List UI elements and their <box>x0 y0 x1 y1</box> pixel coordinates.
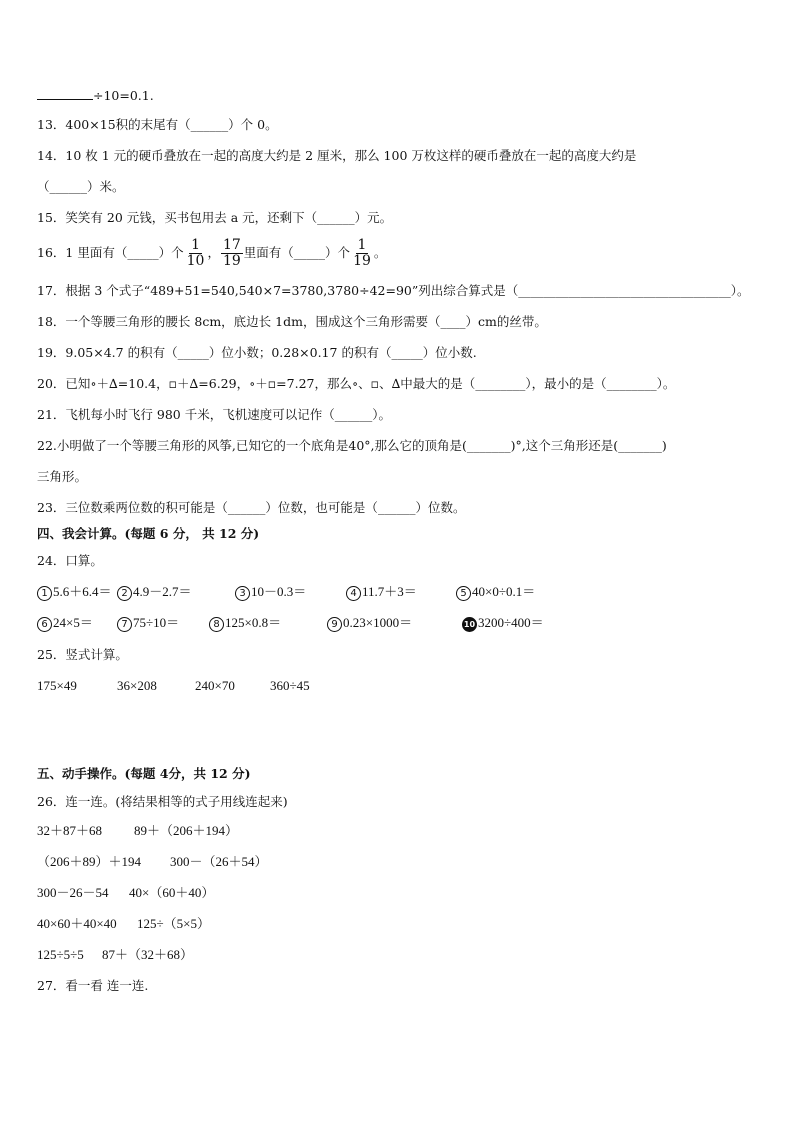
question-text: ）个 <box>158 245 184 260</box>
vertical-calc-row <box>37 678 310 694</box>
circled-number: 10 <box>462 617 477 632</box>
left-expression[interactable]: 300－26－54 <box>37 885 109 900</box>
question-20 <box>37 376 675 392</box>
question-title: 连一连。(将结果相等的式子用线连起来) <box>65 794 288 809</box>
circled-number: 4 <box>346 586 361 601</box>
expression: 40×0÷0.1＝ <box>472 584 536 599</box>
answer-blank[interactable]: _____ <box>177 345 209 360</box>
question-number: 18． <box>37 314 66 329</box>
question-text: ) <box>661 438 667 453</box>
mental-math-item <box>235 584 346 601</box>
answer-blank[interactable]: ______ <box>334 407 373 422</box>
question-text: 1 里面有（ <box>65 245 128 260</box>
matching-row <box>37 854 268 870</box>
question-text: 小明做了一个等腰三角形的风筝,已知它的一个底角是40°,那么它的顶角是( <box>56 438 467 453</box>
right-expression[interactable]: 125÷（5×5） <box>137 916 210 931</box>
question-27 <box>37 978 148 994</box>
q12-tail-text: ÷10=0.1. <box>93 88 154 103</box>
mental-math-item <box>37 584 117 601</box>
question-text: 10 枚 1 元的硬币叠放在一起的高度大约是 2 厘米，那么 100 万枚这样的硬币叠放在一起的高度大约是 <box>65 148 637 163</box>
answer-blank[interactable]: ____ <box>440 314 466 329</box>
question-text: ），最小的是（ <box>525 376 607 391</box>
mental-math-item <box>456 584 535 601</box>
left-expression[interactable]: （206＋89）＋194 <box>37 854 142 869</box>
question-number: 15． <box>37 210 66 225</box>
circled-number: 2 <box>117 586 132 601</box>
fraction-numerator: 1 <box>357 237 367 253</box>
question-13 <box>37 117 278 133</box>
question-text: 三位数乘两位数的积可能是（ <box>65 500 228 515</box>
question-text: ）位数，也可能是（ <box>265 500 378 515</box>
question-text: ）cm的丝带。 <box>465 314 547 329</box>
answer-blank[interactable]: ______ <box>190 117 229 132</box>
answer-blank[interactable]: __________________________________ <box>518 283 731 298</box>
matching-row <box>37 885 214 901</box>
fraction <box>185 238 207 269</box>
question-number: 21． <box>37 407 66 422</box>
answer-blank[interactable]: ________ <box>475 376 526 391</box>
matching-row <box>37 947 193 963</box>
question-text: 三角形。 <box>37 469 88 484</box>
matching-row <box>37 823 238 839</box>
answer-blank[interactable] <box>37 87 93 100</box>
fraction-numerator: 17 <box>222 237 241 253</box>
question-number: 14． <box>37 148 66 163</box>
question-number: 26． <box>37 794 66 809</box>
circled-number: 9 <box>327 617 342 632</box>
question-text: ）位数。 <box>415 500 466 515</box>
fraction-numerator: 1 <box>191 237 200 253</box>
question-24 <box>37 553 103 569</box>
expression: 0.23×1000＝ <box>343 615 413 630</box>
question-15 <box>37 210 392 226</box>
question-text: ， <box>207 245 220 260</box>
question-22-line2 <box>37 469 87 485</box>
question-text: ）米。 <box>87 179 125 194</box>
mental-math-item <box>209 615 327 632</box>
expression: 10－0.3＝ <box>251 584 307 599</box>
matching-row <box>37 916 210 932</box>
question-text: 笑笑有 20 元钱，买书包用去 a 元，还剩下（ <box>65 210 318 225</box>
question-22 <box>37 438 667 454</box>
mental-math-item <box>117 615 209 632</box>
question-17 <box>37 283 750 299</box>
right-expression[interactable]: 87＋（32＋68） <box>102 947 194 962</box>
question-text: ）个 0。 <box>228 117 278 132</box>
answer-blank[interactable]: _______ <box>618 438 662 453</box>
question-23 <box>37 500 465 516</box>
mental-math-item <box>117 584 235 601</box>
mental-math-item <box>462 615 544 632</box>
question-text: ）。 <box>730 283 750 298</box>
question-26 <box>37 794 288 810</box>
fraction-denominator: 10 <box>186 253 205 269</box>
answer-blank[interactable]: _____ <box>391 345 423 360</box>
question-text: 9.05×4.7 的积有（ <box>65 345 178 360</box>
expression: 11.7＋3＝ <box>362 584 417 599</box>
circled-number: 1 <box>37 586 52 601</box>
circled-number: 7 <box>117 617 132 632</box>
question-14 <box>37 148 636 164</box>
question-text: 里面有（ <box>243 245 294 260</box>
answer-blank[interactable]: ______ <box>49 179 88 194</box>
left-expression[interactable]: 32＋87＋68 <box>37 823 103 838</box>
question-number: 17． <box>37 283 66 298</box>
right-expression[interactable]: 300－（26＋54） <box>170 854 268 869</box>
question-text: 一个等腰三角形的腰长 8cm，底边长 1dm，围成这个三角形需要（ <box>65 314 441 329</box>
question-text: 400×15积的末尾有（ <box>65 117 191 132</box>
answer-blank[interactable]: ______ <box>317 210 355 225</box>
question-16 <box>37 238 386 269</box>
mental-math-item <box>327 615 462 632</box>
left-expression[interactable]: 40×60＋40×40 <box>37 916 117 931</box>
question-text: ）位小数；0.28×0.17 的积有（ <box>208 345 392 360</box>
mental-math-item <box>37 615 117 632</box>
expression: 4.9－2.7＝ <box>133 584 192 599</box>
expression: 24×5＝ <box>53 615 93 630</box>
question-number: 22. <box>37 438 57 453</box>
question-25 <box>37 647 128 663</box>
circled-number: 6 <box>37 617 52 632</box>
left-expression[interactable]: 125÷5÷5 <box>37 947 84 962</box>
fraction <box>351 238 373 269</box>
circled-number: 8 <box>209 617 224 632</box>
circled-number: 5 <box>456 586 471 601</box>
question-text: )°,这个三角形还是( <box>510 438 619 453</box>
expression: 75÷10＝ <box>133 615 180 630</box>
answer-blank[interactable]: _____ <box>293 245 326 260</box>
question-number: 20． <box>37 376 66 391</box>
right-expression[interactable]: 89＋（206＋194） <box>134 823 239 838</box>
expression: 125×0.8＝ <box>225 615 282 630</box>
question-number: 24． <box>37 553 66 568</box>
answer-blank[interactable]: ______ <box>227 500 266 515</box>
expression: 5.6＋6.4＝ <box>53 584 112 599</box>
calc-expression: 175×49 <box>37 678 77 693</box>
question-text: ）个 <box>325 245 351 260</box>
question-19 <box>37 345 477 361</box>
question-number: 23． <box>37 500 66 515</box>
answer-blank[interactable]: ________ <box>606 376 657 391</box>
fraction-denominator: 19 <box>353 253 371 269</box>
answer-blank[interactable]: _____ <box>127 245 159 260</box>
question-title: 竖式计算。 <box>65 647 128 662</box>
question-text: ）位小数. <box>422 345 477 360</box>
question-text: 飞机每小时飞行 980 千米，飞机速度可以记作（ <box>65 407 335 422</box>
question-text: ）。 <box>372 407 391 422</box>
question-text: 根据 3 个式子“489+51=540,540×7=3780,3780÷42=90”列出综合算式是（ <box>65 283 519 298</box>
question-21 <box>37 407 391 423</box>
circled-number: 3 <box>235 586 250 601</box>
fraction-denominator: 19 <box>222 253 241 269</box>
mental-math-item <box>346 584 456 601</box>
calc-expression: 240×70 <box>195 678 235 693</box>
question-text: （ <box>37 179 50 194</box>
question-14-line2 <box>37 179 125 195</box>
question-number: 19． <box>37 345 66 360</box>
question-18 <box>37 314 547 330</box>
question-title: 口算。 <box>65 553 103 568</box>
question-text: 。 <box>373 245 387 260</box>
section-4-heading: 四、我会计算。(每题 6 分， 共 12 分) <box>37 526 260 541</box>
question-number: 27． <box>37 978 66 993</box>
question-number: 25． <box>37 647 66 662</box>
right-expression[interactable]: 40×（60＋40） <box>129 885 215 900</box>
question-title: 看一看 连一连. <box>65 978 149 993</box>
section-5-heading: 五、动手操作。(每题 4分，共 12 分) <box>37 766 251 781</box>
q12-tail-line <box>37 87 154 104</box>
question-number: 16． <box>37 245 66 260</box>
question-text: 已知∘＋∆=10.4，▫＋∆=6.29，∘＋▫=7.27，那么∘、▫、∆中最大的是（ <box>65 376 476 391</box>
mental-math-row-1 <box>37 584 535 601</box>
mental-math-row-2 <box>37 615 544 632</box>
fraction <box>221 238 243 269</box>
expression: 3200÷400＝ <box>478 615 544 630</box>
answer-blank[interactable]: _______ <box>466 438 511 453</box>
question-number: 13． <box>37 117 66 132</box>
question-text: ）元。 <box>354 210 393 225</box>
question-text: ）。 <box>656 376 676 391</box>
calc-expression: 360÷45 <box>270 678 310 693</box>
calc-expression: 36×208 <box>117 678 157 693</box>
answer-blank[interactable]: ______ <box>377 500 416 515</box>
